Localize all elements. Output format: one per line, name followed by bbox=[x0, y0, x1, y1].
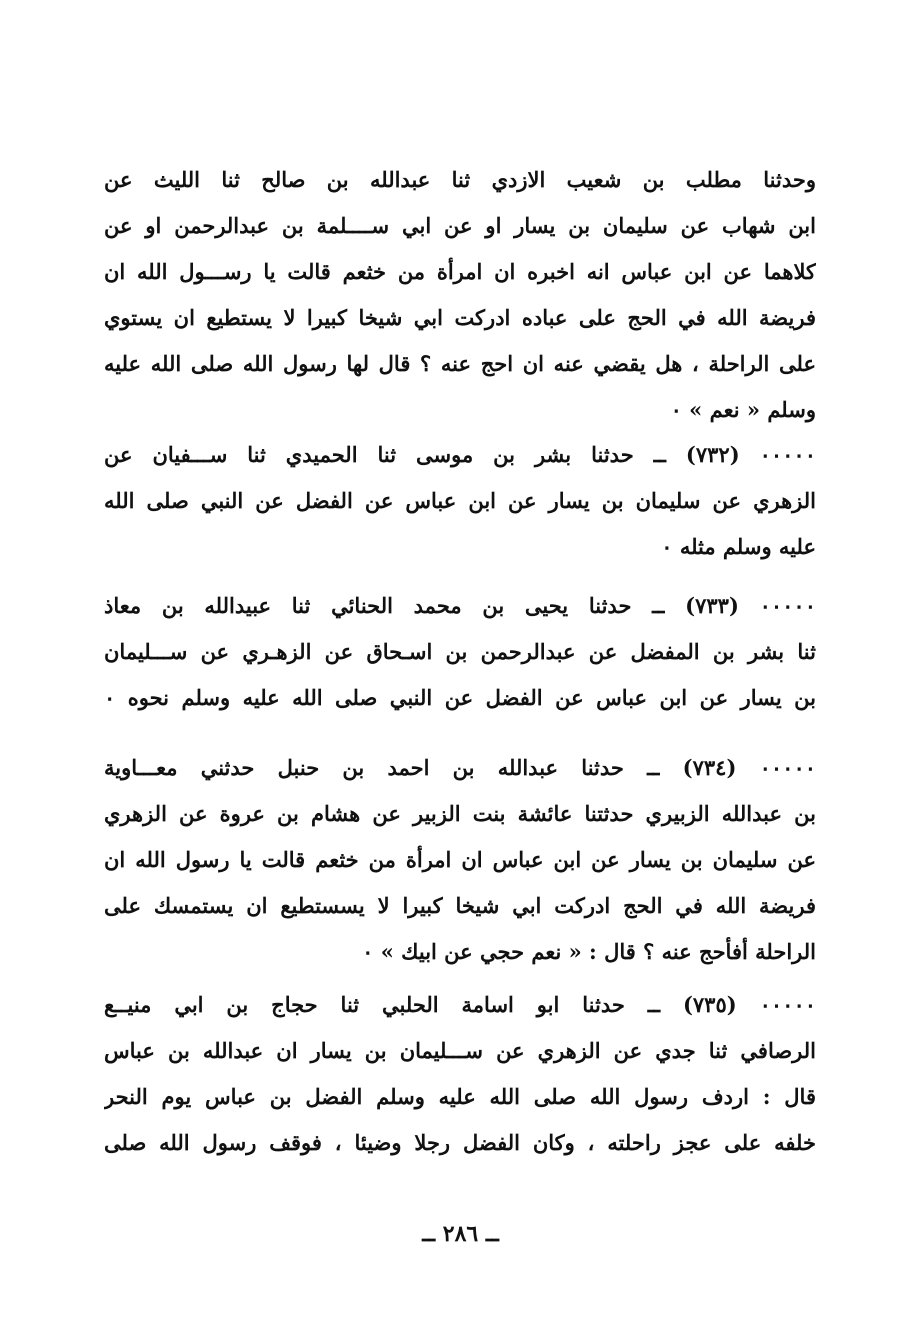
text-line: ٠٠٠٠٠ (٧٣٥) ــ حدثنا ابو اسامة الحلبي ثنا حجاج بن ابي منيــع bbox=[104, 992, 816, 1017]
text-line: كلاهما عن ابن عباس انه اخبره ان امرأة من خثعم قالت يا رســـول الله ان bbox=[104, 259, 816, 284]
text-line: ثنا بشر بن المفضل عن عبدالرحمن بن اسـحاق عن الزهـري عن ســـليمان bbox=[104, 639, 816, 664]
text-line: الرصافي ثنا جدي عن الزهري عن ســـليمان بن يسار ان عبدالله بن عباس bbox=[104, 1038, 816, 1063]
text-line: وحدثنا مطلب بن شعيب الازدي ثنا عبدالله بن صالح ثنا الليث عن bbox=[104, 167, 816, 192]
text-line: ابن شهاب عن سليمان بن يسار او عن ابي ســــلمة بن عبدالرحمن او عن bbox=[104, 213, 816, 238]
page-number: ــ ٢٨٦ ــ bbox=[422, 1221, 499, 1247]
paragraph-hadith-733 bbox=[104, 583, 816, 721]
text-line: عليه وسلم مثله ٠ bbox=[661, 534, 816, 559]
paragraph-hadith-734 bbox=[104, 745, 816, 975]
text-line: وسلم « نعم » ٠ bbox=[670, 397, 816, 422]
text-line: على الراحلة ، هل يقضي عنه ان احج عنه ؟ قال لها رسول الله صلى الله عليه bbox=[104, 351, 816, 376]
text-line: الراحلة أفأحج عنه ؟ قال : « نعم حجي عن ابيك » ٠ bbox=[362, 939, 816, 964]
paragraph-hadith-731-continuation bbox=[104, 157, 816, 433]
text-line: بن يسار عن ابن عباس عن الفضل عن النبي صلى الله عليه وسلم نحوه ٠ bbox=[104, 685, 816, 710]
text-line: ٠٠٠٠٠ (٧٣٢) ــ حدثنا بشر بن موسى ثنا الحميدي ثنا ســـفيان عن bbox=[104, 442, 816, 467]
text-line: الزهري عن سليمان بن يسار عن ابن عباس عن الفضل عن النبي صلى الله bbox=[104, 488, 816, 513]
paragraph-hadith-732 bbox=[104, 432, 816, 570]
paragraph-hadith-735 bbox=[104, 982, 816, 1166]
text-line: ٠٠٠٠٠ (٧٣٣) ــ حدثنا يحيى بن محمد الحنائي ثنا عبيدالله بن معاذ bbox=[104, 593, 816, 618]
text-line: قال : اردف رسول الله صلى الله عليه وسلم الفضل بن عباس يوم النحر bbox=[104, 1084, 816, 1109]
text-line: بن عبدالله الزبيري حدثتنا عائشة بنت الزبير عن هشام بن عروة عن الزهري bbox=[104, 801, 816, 826]
text-line: فريضة الله في الحج ادركت ابي شيخا كبيرا لا يسستطيع ان يستمسك على bbox=[104, 893, 816, 918]
text-line: خلفه على عجز راحلته ، وكان الفضل رجلا وضيئا ، فوقف رسول الله صلى bbox=[104, 1130, 816, 1155]
text-line: ٠٠٠٠٠ (٧٣٤) ــ حدثنا عبدالله بن احمد بن حنبل حدثني معـــاوية bbox=[104, 755, 816, 780]
text-line: فريضة الله في الحج على عباده ادركت ابي شيخا كبيرا لا يستطيع ان يستوي bbox=[104, 305, 816, 330]
text-line: عن سليمان بن يسار عن ابن عباس ان امرأة من خثعم قالت يا رسول الله ان bbox=[104, 847, 816, 872]
